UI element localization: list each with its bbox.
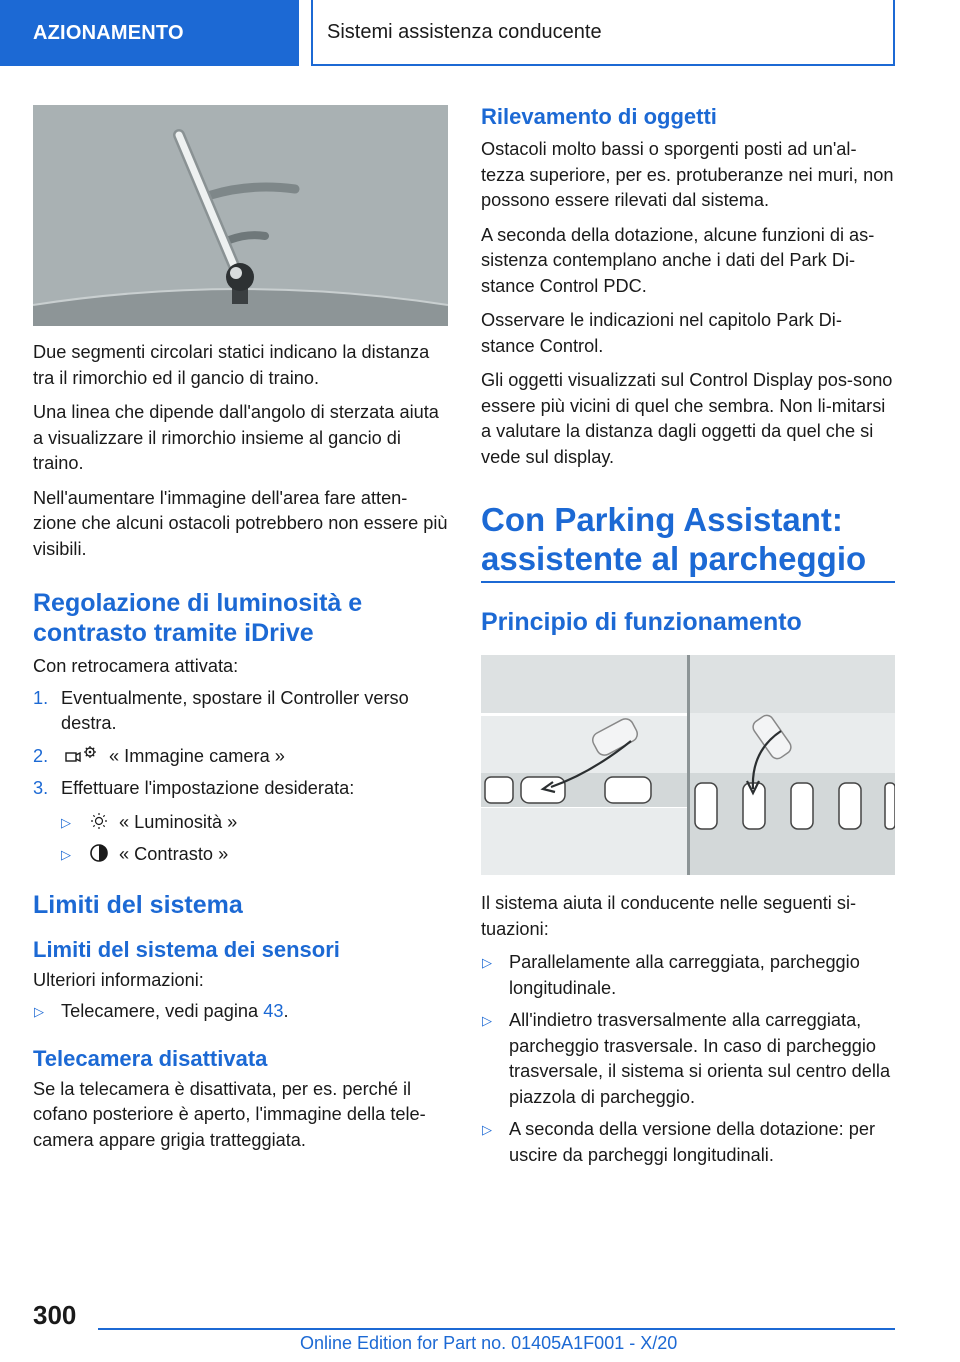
bullet-text: All'indietro trasversalmente alla carreggiata, parcheggio trasversale. In caso di parcheggio trasversale, il sistema si orienta sul centro della piazzola di parcheggio.	[509, 1010, 891, 1107]
left-column	[33, 105, 448, 1162]
step-text: Effettuare l'impostazione desiderata:	[61, 778, 355, 798]
list-item	[33, 999, 448, 1025]
paragraph: A seconda della dotazione, alcune funzioni di as-sistenza contemplano anche i dati del Park Di-stance Control PDC.	[481, 224, 875, 296]
step-number: 3.	[33, 778, 49, 798]
list-item	[33, 776, 448, 802]
bullet-text: Parallelamente alla carreggiata, parcheggio longitudinale.	[509, 952, 860, 998]
paragraph: Due segmenti circolari statici indicano la distanza tra il rimorchio ed il gancio di traino.	[33, 342, 430, 388]
triangle-bullet-icon: ▷	[61, 814, 71, 830]
sun-icon	[89, 811, 109, 831]
bullet-text: Telecamere, vedi pagina	[61, 1001, 259, 1021]
triangle-bullet-icon: ▷	[61, 847, 71, 862]
heading-principio: Principio di funzionamento	[481, 608, 802, 636]
heading-limiti-sensori: Limiti del sistema dei sensori	[33, 936, 340, 962]
step-number: 2.	[33, 745, 49, 766]
step-text: Eventualmente, spostare il Controller verso destra.	[61, 687, 409, 733]
steps-list	[33, 686, 448, 802]
list-item	[33, 810, 448, 836]
heading-luminosita: Regolazione di luminosità e contrasto tramite iDrive	[33, 589, 363, 647]
paragraph: Osservare le indicazioni nel capitolo Park Di-stance Control.	[481, 310, 842, 356]
substep-text: « Contrasto »	[119, 844, 229, 864]
page-number: 300	[33, 1300, 77, 1330]
info-list	[33, 999, 448, 1025]
rear-camera-hitch-image	[33, 105, 448, 326]
triangle-bullet-icon: ▷	[482, 1013, 492, 1028]
triangle-bullet-icon: ▷	[34, 1004, 44, 1019]
substep-text: « Luminosità »	[119, 811, 238, 832]
page-link[interactable]: 43	[263, 1001, 284, 1021]
paragraph: Con retrocamera attivata:	[33, 656, 239, 676]
paragraph: Una linea che dipende dall'angolo di sterzata aiuta a visualizzare il rimorchio insieme al gancio di traino.	[33, 402, 439, 473]
situations-list	[481, 950, 895, 1168]
heading-parking-assistant: Con Parking Assistant: assistente al parcheggio	[481, 500, 895, 583]
heading-rilevamento: Rilevamento di oggetti	[481, 104, 717, 129]
footer-divider	[98, 1328, 895, 1330]
list-item	[481, 1117, 895, 1168]
heading-disattivata: Telecamera disattivata	[33, 1045, 268, 1071]
paragraph: Gli oggetti visualizzati sul Control Display pos-sono essere più vicini di quel che sembra. Non li-mitarsi a valutare la distanza dagli oggetti da quel che si vede sul display.	[481, 370, 893, 467]
footer-edition: Online Edition for Part no. 01405A1F001 - X/20	[300, 1333, 678, 1353]
list-item	[33, 842, 448, 868]
paragraph: Se la telecamera è disattivata, per es. perché il cofano posteriore è aperto, l'immagine della tele-camera appare grigia tratteggiata.	[33, 1078, 426, 1150]
triangle-bullet-icon: ▷	[482, 955, 492, 970]
substeps-list	[33, 810, 448, 868]
list-item	[481, 1008, 895, 1110]
heading-limiti: Limiti del sistema	[33, 890, 243, 919]
paragraph: Il sistema aiuta il conducente nelle seguenti si-tuazioni:	[481, 893, 857, 939]
triangle-bullet-icon: ▷	[482, 1122, 492, 1137]
step-text: « Immagine camera »	[109, 745, 285, 766]
chapter-title: Sistemi assistenza conducente	[311, 0, 895, 66]
paragraph: Nell'aumentare l'immagine dell'area fare atten-zione che alcuni ostacoli potrebbero non essere più visibili.	[33, 487, 448, 559]
bullet-end: .	[283, 1001, 289, 1021]
right-column	[481, 103, 895, 1176]
contrast-icon	[89, 843, 109, 863]
list-item	[33, 744, 448, 770]
paragraph: Ulteriori informazioni:	[33, 969, 204, 990]
section-tab: AZIONAMENTO	[0, 0, 299, 66]
parking-illustration	[481, 655, 895, 875]
list-item	[481, 950, 895, 1001]
list-item	[33, 686, 448, 737]
camera-settings-icon	[65, 745, 99, 765]
step-number: 1.	[33, 687, 49, 708]
bullet-text: A seconda della versione della dotazione: per uscire da parcheggi longitudinali.	[509, 1119, 876, 1165]
paragraph: Ostacoli molto bassi o sporgenti posti ad un'al-tezza superiore, per es. protuberanze nei muri, non possono essere rilevati dal sistema.	[481, 139, 894, 210]
